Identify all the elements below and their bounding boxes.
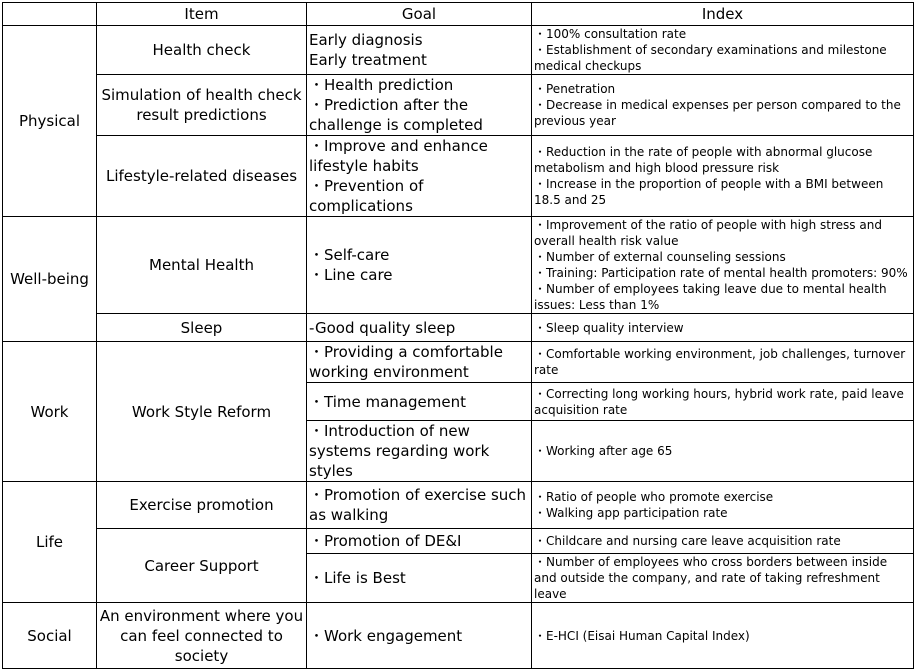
goals-table	[2, 2, 914, 669]
header-index: Index	[532, 3, 914, 26]
index-line: ・Sleep quality interview	[534, 320, 684, 335]
goal-work-engagement	[307, 603, 532, 669]
index-line: ・Working after age 65	[534, 444, 673, 458]
index-comfortable-environment	[532, 342, 914, 383]
item-sleep: Sleep	[97, 314, 307, 342]
goal-line: ・Life is Best	[309, 569, 406, 587]
index-line: ・Increase in the proportion of people with a BMI between 18.5 and 25	[534, 177, 884, 207]
goal-mental-health	[307, 217, 532, 314]
category-wellbeing: Well-being	[3, 217, 97, 342]
index-line: ・Comfortable working environment, job challenges, turnover rate	[534, 347, 906, 377]
index-line: ・Childcare and nursing care leave acquisition rate	[534, 534, 841, 548]
item-health-check: Health check	[97, 26, 307, 75]
goal-line: -Good quality sleep	[309, 318, 456, 337]
index-line: ・Decrease in medical expenses per person compared to the previous year	[534, 98, 901, 128]
index-line: ・Establishment of secondary examinations and milestone medical checkups	[534, 43, 887, 73]
table-row	[3, 342, 914, 383]
goal-line: ・Promotion of exercise such as walking	[309, 486, 527, 524]
goal-comfortable-environment	[307, 342, 532, 383]
index-line: ・Penetration	[534, 82, 616, 96]
goal-line: ・Health prediction	[309, 76, 454, 94]
item-exercise-promotion: Exercise promotion	[97, 482, 307, 529]
category-physical: Physical	[3, 26, 97, 217]
header-item: Item	[97, 3, 307, 26]
goal-dei	[307, 529, 532, 554]
index-line: ・Ratio of people who promote exercise	[534, 490, 774, 504]
goal-line: ・Prediction after the challenge is completed	[309, 96, 483, 134]
index-line: ・Correcting long working hours, hybrid work rate, paid leave acquisition rate	[534, 386, 904, 417]
index-health-check	[532, 26, 914, 75]
table-row	[3, 136, 914, 217]
goal-line: Early treatment	[309, 51, 427, 69]
item-mental-health: Mental Health	[97, 217, 307, 314]
index-sleep	[532, 314, 914, 342]
category-social: Social	[3, 603, 97, 669]
goal-line: ・Introduction of new systems regarding work styles	[309, 422, 490, 480]
index-line: ・Walking app participation rate	[534, 506, 728, 520]
header-row	[3, 3, 914, 26]
goal-line: ・Line care	[309, 266, 393, 284]
goal-new-systems	[307, 421, 532, 482]
index-line: ・Number of employees taking leave due to mental health issues: Less than 1%	[534, 282, 887, 312]
goal-line: ・Promotion of DE&I	[309, 532, 462, 550]
table-row	[3, 217, 914, 314]
goal-line: ・Self-care	[309, 246, 390, 264]
index-time-management	[532, 383, 914, 421]
item-simulation: Simulation of health check result predictions	[97, 75, 307, 136]
index-line: ・Improvement of the ratio of people with high stress and overall health risk value	[534, 218, 882, 248]
goal-simulation	[307, 75, 532, 136]
index-ehci	[532, 603, 914, 669]
goal-line: ・Time management	[309, 392, 466, 411]
index-life-is-best	[532, 554, 914, 603]
goal-line: ・Work engagement	[309, 626, 463, 645]
index-line: ・Number of employees who cross borders between inside and outside the company, and rate of taking refreshment leave	[534, 555, 888, 601]
table-row	[3, 603, 914, 669]
goal-lifestyle	[307, 136, 532, 217]
index-lifestyle	[532, 136, 914, 217]
goal-health-check	[307, 26, 532, 75]
table-row	[3, 314, 914, 342]
item-career-support: Career Support	[97, 529, 307, 603]
index-line: ・Number of external counseling sessions	[534, 250, 786, 264]
goal-line: ・Improve and enhance lifestyle habits	[309, 137, 488, 175]
index-simulation	[532, 75, 914, 136]
goal-life-is-best	[307, 554, 532, 603]
table-row	[3, 482, 914, 529]
index-line: ・Training: Participation rate of mental health promoters: 90%	[534, 266, 908, 280]
category-work: Work	[3, 342, 97, 482]
header-goal: Goal	[307, 3, 532, 26]
goal-sleep	[307, 314, 532, 342]
item-lifestyle: Lifestyle-related diseases	[97, 136, 307, 217]
table-row	[3, 75, 914, 136]
goal-time-management	[307, 383, 532, 421]
index-line: ・100% consultation rate	[534, 27, 687, 41]
index-exercise	[532, 482, 914, 529]
index-line: ・Reduction in the rate of people with abnormal glucose metabolism and high blood pressure risk	[534, 145, 873, 175]
goal-line: ・Providing a comfortable working environment	[309, 343, 503, 381]
item-work-style-reform: Work Style Reform	[97, 342, 307, 482]
index-new-systems	[532, 421, 914, 482]
goal-line: Early diagnosis	[309, 31, 423, 49]
index-line: ・E-HCI (Eisai Human Capital Index)	[534, 628, 750, 643]
goal-line: ・Prevention of complications	[309, 177, 424, 215]
goal-exercise	[307, 482, 532, 529]
table-row	[3, 529, 914, 554]
table-row	[3, 26, 914, 75]
header-category	[3, 3, 97, 26]
item-social-environment: An environment where you can feel connected to society	[97, 603, 307, 669]
index-dei	[532, 529, 914, 554]
index-mental-health	[532, 217, 914, 314]
category-life: Life	[3, 482, 97, 603]
